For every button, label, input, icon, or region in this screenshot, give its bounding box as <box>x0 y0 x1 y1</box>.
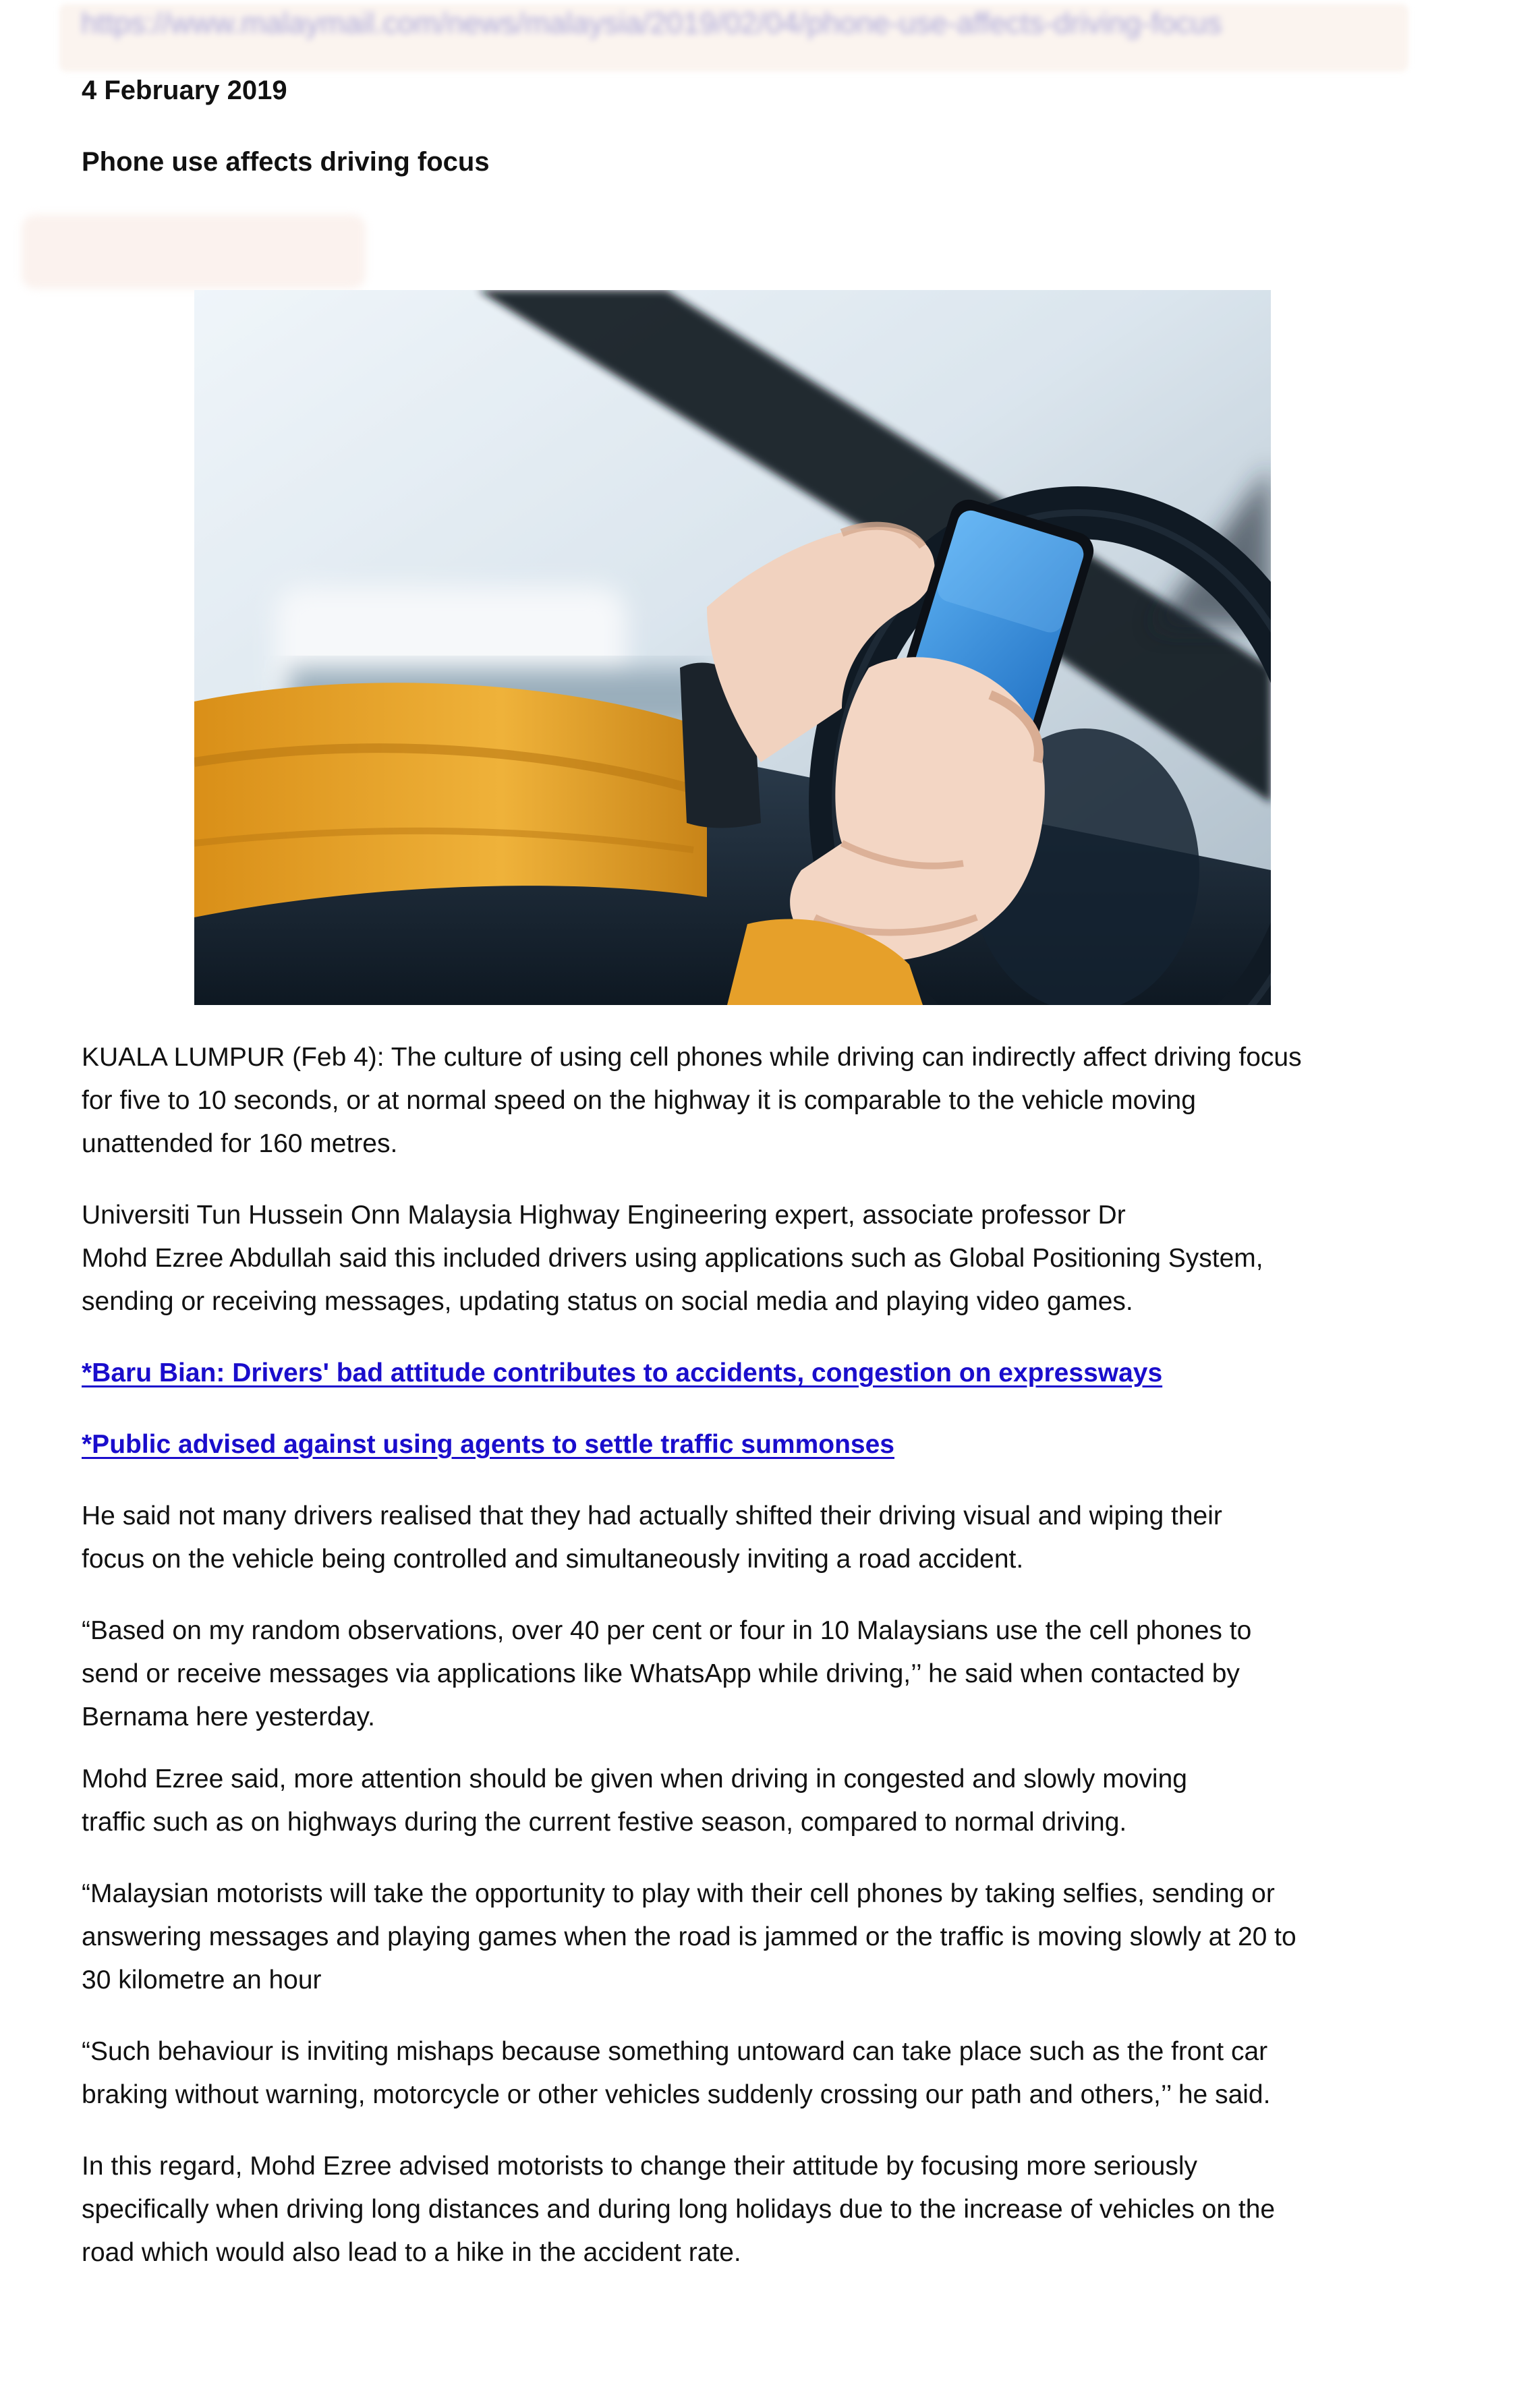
paragraph-5-line-1: Mohd Ezree said, more attention should be given when driving in congested and slowly moving <box>82 1765 1187 1794</box>
paragraph-4-line-1: “Based on my random observations, over 40 per cent or four in 10 Malaysians use the cell phones to <box>82 1616 1252 1645</box>
paragraph-7-line-2: braking without warning, motorcycle or other vehicles suddenly crossing our path and others,’’ he said. <box>82 2080 1271 2109</box>
paragraph-7-line-1: “Such behaviour is inviting mishaps because something untoward can take place such as the front car <box>82 2037 1268 2066</box>
paragraph-3-line-2: focus on the vehicle being controlled and simultaneously inviting a road accident. <box>82 1545 1024 1574</box>
paragraph-2-line-1: Universiti Tun Hussein Onn Malaysia Highway Engineering expert, associate professor Dr <box>82 1201 1126 1230</box>
paragraph-4 <box>82 1609 1417 1739</box>
paragraph-2-line-2: Mohd Ezree Abdullah said this included drivers using applications such as Global Positioning System, <box>82 1244 1263 1273</box>
article-body <box>82 1036 1417 2303</box>
article-date: 4 February 2019 <box>82 76 287 105</box>
paragraph-5 <box>82 1758 1417 1844</box>
paragraph-6-line-3: 30 kilometre an hour <box>82 1966 322 1995</box>
related-link-traffic-summonses[interactable]: *Public advised against using agents to settle traffic summonses <box>82 1430 894 1459</box>
paragraph-2-line-3: sending or receiving messages, updating status on social media and playing video games. <box>82 1287 1133 1316</box>
paragraph-8-line-2: specifically when driving long distances and during long holidays due to the increase of vehicles on the <box>82 2195 1276 2224</box>
paragraph-6-line-2: answering messages and playing games when the road is jammed or the traffic is moving slowly at 20 to <box>82 1922 1296 1951</box>
paragraph-8-line-1: In this regard, Mohd Ezree advised motorists to change their attitude by focusing more seriously <box>82 2152 1197 2181</box>
related-link-2-wrap <box>82 1423 1417 1466</box>
related-link-baru-bian[interactable]: *Baru Bian: Drivers' bad attitude contributes to accidents, congestion on expressways <box>82 1358 1163 1387</box>
article-title: Phone use affects driving focus <box>82 147 490 177</box>
blurred-url-text: https://www.malaymail.com/news/malaysia/2019/02/04/phone-use-affects-driving-focus <box>81 7 1222 40</box>
paragraph-8-line-3: road which would also lead to a hike in the accident rate. <box>82 2238 741 2267</box>
paragraph-5-line-2: traffic such as on highways during the current festive season, compared to normal driving. <box>82 1808 1127 1837</box>
paragraph-7 <box>82 2030 1417 2117</box>
paragraph-1-line-3: unattended for 160 metres. <box>82 1129 398 1158</box>
paragraph-6 <box>82 1872 1417 2002</box>
paragraph-1 <box>82 1036 1417 1166</box>
blurred-badge <box>22 214 366 289</box>
driver-phone-photo <box>194 290 1271 1005</box>
paragraph-6-line-1: “Malaysian motorists will take the opportunity to play with their cell phones by taking selfies, sending or <box>82 1879 1275 1908</box>
paragraph-2 <box>82 1194 1417 1323</box>
paragraph-3 <box>82 1495 1417 1581</box>
hero-image <box>194 290 1271 1005</box>
related-link-1-wrap <box>82 1352 1417 1395</box>
paragraph-1-line-2: for five to 10 seconds, or at normal speed on the highway it is comparable to the vehicle moving <box>82 1086 1196 1115</box>
paragraph-8 <box>82 2145 1417 2274</box>
paragraph-4-line-3: Bernama here yesterday. <box>82 1702 375 1731</box>
paragraph-3-line-1: He said not many drivers realised that they had actually shifted their driving visual and wiping their <box>82 1501 1222 1530</box>
paragraph-4-line-2: send or receive messages via applications like WhatsApp while driving,’’ he said when contacted by <box>82 1659 1240 1688</box>
paragraph-1-line-1: KUALA LUMPUR (Feb 4): The culture of using cell phones while driving can indirectly affect driving focus <box>82 1043 1302 1072</box>
